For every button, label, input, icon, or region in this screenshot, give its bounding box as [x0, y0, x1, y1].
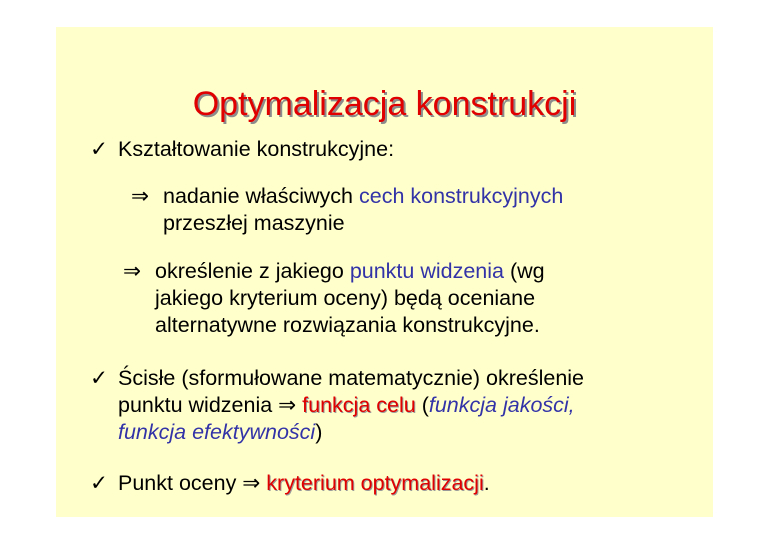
- implies-arrow-icon: ⇒: [278, 393, 297, 417]
- bullet-2-line-3: [118, 419, 322, 445]
- sub-item-1-line-2: przeszłej maszynie: [163, 211, 345, 235]
- kryterium-term: kryterium optymalizacji: [266, 471, 484, 495]
- sub-item-2-line-2: jakiego kryterium oceny) będą oceniane: [155, 286, 536, 310]
- slide-title: Optymalizacja konstrukcji: [192, 85, 577, 123]
- bullet-3-post: .: [483, 471, 490, 495]
- sub-item-1-pre: nadanie właściwych: [163, 184, 359, 208]
- bullet-2-italic-1: funkcja jakości,: [428, 393, 575, 417]
- sub-item-2-line-3: alternatywne rozwiązania konstrukcyjne.: [155, 313, 540, 337]
- sub-item-2: [123, 258, 545, 284]
- bullet-3-pre: Punkt oceny: [118, 471, 243, 495]
- bullet-1-text: Kształtowanie konstrukcyjne:: [118, 137, 395, 161]
- sub-item-2-post: (wg: [504, 259, 545, 283]
- implies-arrow-icon: ⇒: [242, 471, 261, 495]
- bullet-2-close-paren: ): [315, 420, 323, 444]
- bullet-2-line-2-pre: punktu widzenia: [118, 393, 279, 417]
- sub-item-1: [131, 183, 563, 209]
- bullet-1: [90, 136, 394, 162]
- sub-item-2-pre: określenie z jakiego: [155, 259, 350, 283]
- implies-arrow-icon: ⇒: [131, 184, 150, 208]
- check-mark-icon: ✓: [90, 471, 109, 495]
- check-mark-icon: ✓: [90, 366, 109, 390]
- sub-item-1-highlight: cech konstrukcyjnych: [359, 184, 564, 208]
- bullet-2-line-1: Ścisłe (sformułowane matematycznie) określenie: [118, 366, 585, 390]
- implies-arrow-icon: ⇒: [123, 259, 142, 283]
- bullet-2-italic-2: funkcja efektywności: [118, 420, 316, 444]
- bullet-2: [90, 365, 584, 391]
- funkcja-celu-term: funkcja celu: [302, 393, 416, 417]
- bullet-3: [90, 470, 490, 496]
- bullet-2-line-2: [118, 392, 575, 418]
- slide: [56, 27, 713, 517]
- sub-item-2-highlight: punktu widzenia: [349, 259, 504, 283]
- bullet-2-open-paren: (: [415, 393, 429, 417]
- check-mark-icon: ✓: [90, 137, 109, 161]
